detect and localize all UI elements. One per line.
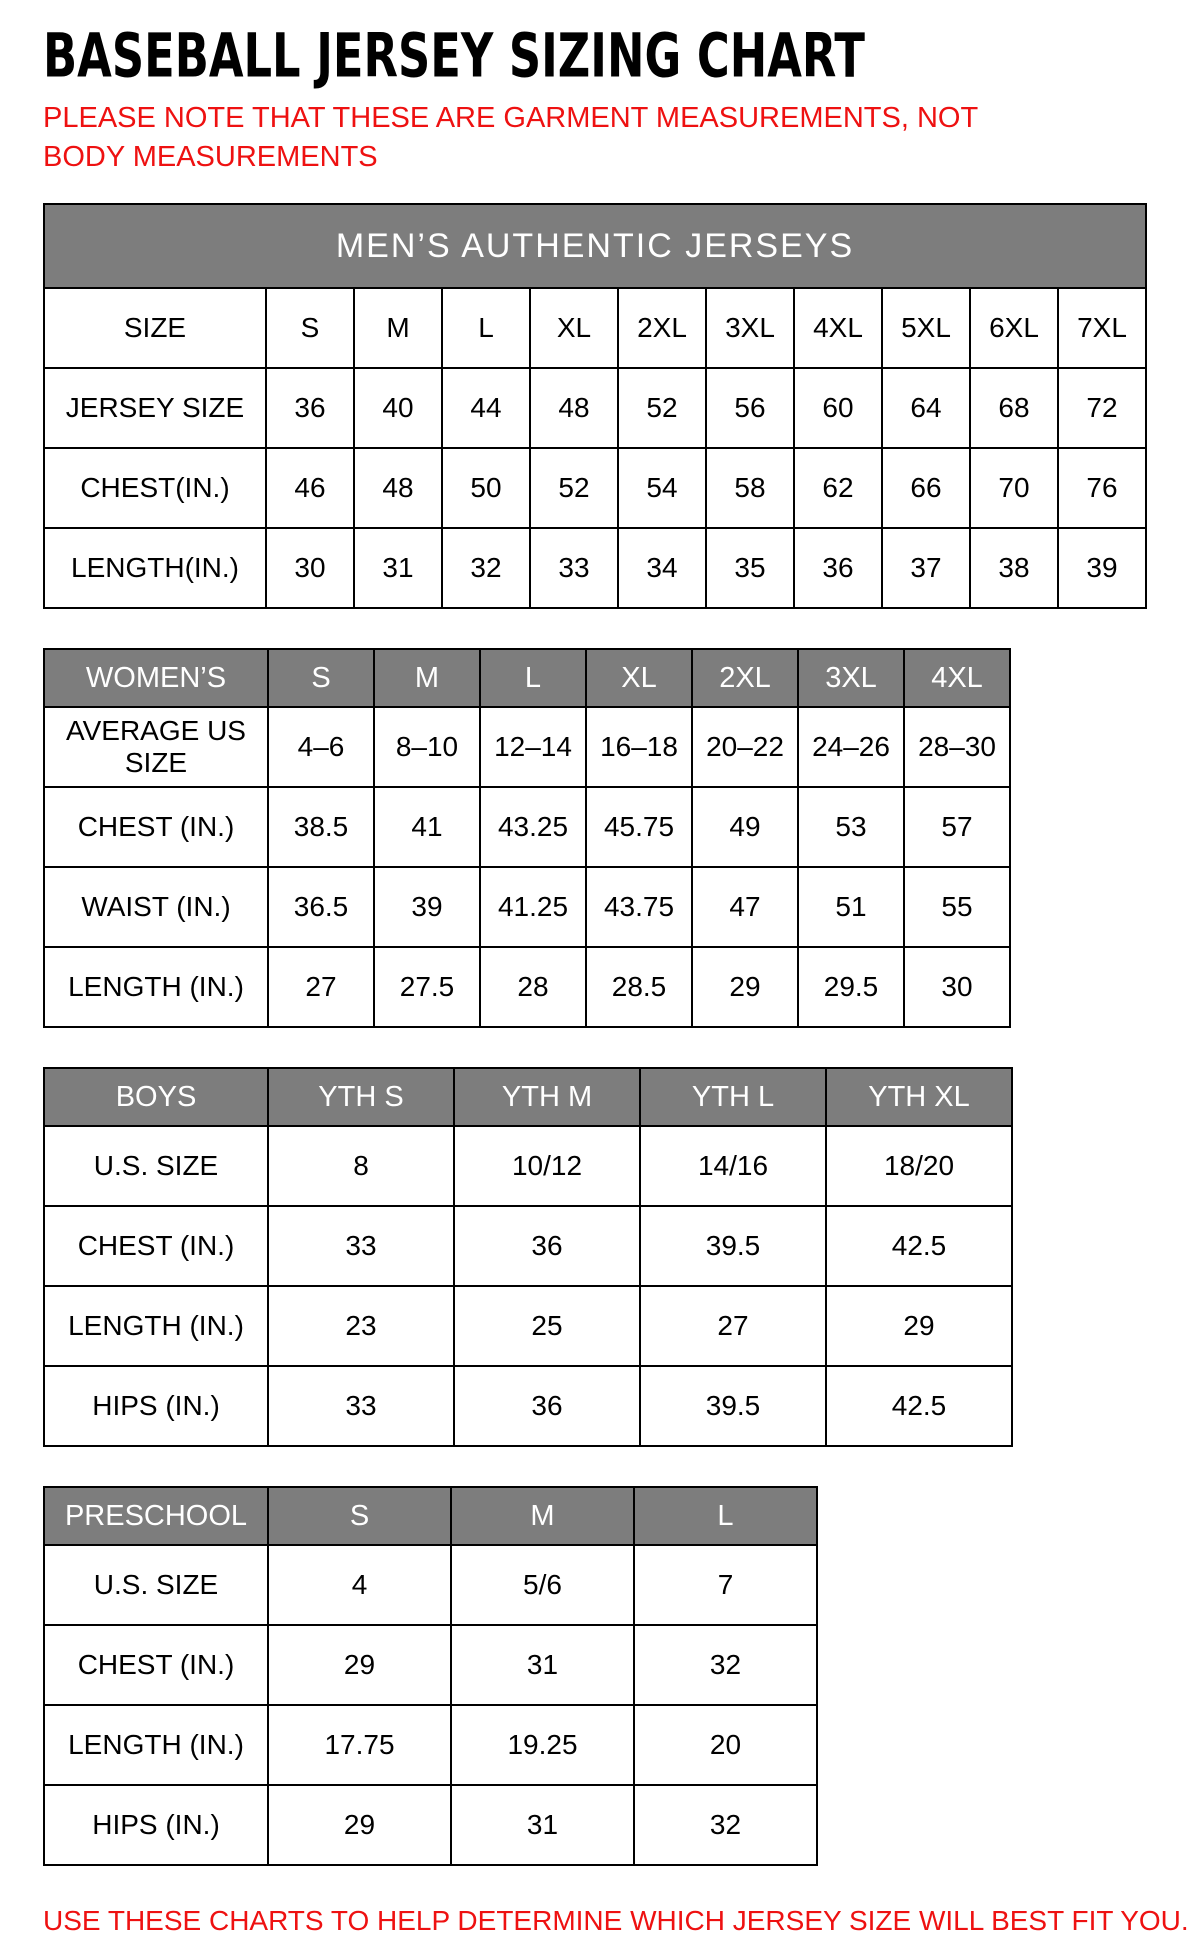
value-cell: L [442, 288, 530, 368]
value-cell: 28.5 [586, 947, 692, 1027]
size-header-cell: 4XL [904, 649, 1010, 707]
table-row [44, 528, 1146, 608]
row-label: JERSEY SIZE [44, 368, 266, 448]
size-header-cell: YTH XL [826, 1068, 1012, 1126]
table-header-row [44, 1068, 1012, 1126]
row-label: LENGTH(IN.) [44, 528, 266, 608]
value-cell: 39.5 [640, 1206, 826, 1286]
value-cell: 30 [266, 528, 354, 608]
value-cell: 33 [268, 1366, 454, 1446]
value-cell: 52 [530, 448, 618, 528]
table-row [44, 707, 1010, 787]
size-header-cell: L [480, 649, 586, 707]
value-cell: 16–18 [586, 707, 692, 787]
value-cell: 38 [970, 528, 1058, 608]
value-cell: 28 [480, 947, 586, 1027]
header-label: WOMEN’S [44, 649, 268, 707]
table-row [44, 288, 1146, 368]
value-cell: 4 [268, 1545, 451, 1625]
table-row [44, 867, 1010, 947]
value-cell: 43.25 [480, 787, 586, 867]
table-row [44, 368, 1146, 448]
value-cell: 27 [268, 947, 374, 1027]
value-cell: 5/6 [451, 1545, 634, 1625]
value-cell: 14/16 [640, 1126, 826, 1206]
table-header-row [44, 1487, 817, 1545]
row-label: HIPS (IN.) [44, 1366, 268, 1446]
value-cell: 36 [266, 368, 354, 448]
table-title-row [44, 204, 1146, 288]
value-cell: 8 [268, 1126, 454, 1206]
value-cell: 58 [706, 448, 794, 528]
value-cell: 72 [1058, 368, 1146, 448]
table-row [44, 1126, 1012, 1206]
value-cell: 50 [442, 448, 530, 528]
value-cell: 23 [268, 1286, 454, 1366]
value-cell: 64 [882, 368, 970, 448]
value-cell: 31 [354, 528, 442, 608]
value-cell: 3XL [706, 288, 794, 368]
value-cell: 46 [266, 448, 354, 528]
size-header-cell: L [634, 1487, 817, 1545]
table-row [44, 1545, 817, 1625]
value-cell: 54 [618, 448, 706, 528]
value-cell: 25 [454, 1286, 640, 1366]
preschool-sizing-table [43, 1486, 818, 1866]
value-cell: 18/20 [826, 1126, 1012, 1206]
value-cell: 39.5 [640, 1366, 826, 1446]
value-cell: 4–6 [268, 707, 374, 787]
table-row [44, 1206, 1012, 1286]
value-cell: 29 [268, 1785, 451, 1865]
value-cell: 39 [1058, 528, 1146, 608]
value-cell: 10/12 [454, 1126, 640, 1206]
value-cell: 37 [882, 528, 970, 608]
value-cell: 41 [374, 787, 480, 867]
value-cell: 19.25 [451, 1705, 634, 1785]
value-cell: 35 [706, 528, 794, 608]
value-cell: M [354, 288, 442, 368]
value-cell: 33 [530, 528, 618, 608]
value-cell: 47 [692, 867, 798, 947]
value-cell: 42.5 [826, 1206, 1012, 1286]
value-cell: 36 [454, 1366, 640, 1446]
value-cell: 33 [268, 1206, 454, 1286]
size-header-cell: 3XL [798, 649, 904, 707]
value-cell: 41.25 [480, 867, 586, 947]
value-cell: 34 [618, 528, 706, 608]
mens-table-title: MEN’S AUTHENTIC JERSEYS [44, 204, 1146, 288]
value-cell: 27 [640, 1286, 826, 1366]
row-label: CHEST (IN.) [44, 787, 268, 867]
value-cell: 29 [826, 1286, 1012, 1366]
boys-sizing-table [43, 1067, 1013, 1447]
row-label: U.S. SIZE [44, 1126, 268, 1206]
footer-note: USE THESE CHARTS TO HELP DETERMINE WHICH JERSEY SIZE WILL BEST FIT YOU. [43, 1905, 1189, 1937]
value-cell: 52 [618, 368, 706, 448]
value-cell: 32 [442, 528, 530, 608]
row-label: U.S. SIZE [44, 1545, 268, 1625]
header-label: PRESCHOOL [44, 1487, 268, 1545]
value-cell: 40 [354, 368, 442, 448]
size-header-cell: S [268, 649, 374, 707]
value-cell: 29.5 [798, 947, 904, 1027]
value-cell: 43.75 [586, 867, 692, 947]
value-cell: 27.5 [374, 947, 480, 1027]
table-row [44, 947, 1010, 1027]
value-cell: 12–14 [480, 707, 586, 787]
row-label: LENGTH (IN.) [44, 1286, 268, 1366]
womens-sizing-table [43, 648, 1011, 1028]
value-cell: 31 [451, 1785, 634, 1865]
value-cell: 20 [634, 1705, 817, 1785]
value-cell: 49 [692, 787, 798, 867]
row-label: LENGTH (IN.) [44, 947, 268, 1027]
table-row [44, 1286, 1012, 1366]
value-cell: 66 [882, 448, 970, 528]
value-cell: 30 [904, 947, 1010, 1027]
size-header-cell: YTH L [640, 1068, 826, 1126]
value-cell: 55 [904, 867, 1010, 947]
value-cell: 51 [798, 867, 904, 947]
value-cell: 76 [1058, 448, 1146, 528]
value-cell: 57 [904, 787, 1010, 867]
value-cell: 4XL [794, 288, 882, 368]
value-cell: 5XL [882, 288, 970, 368]
row-label: CHEST (IN.) [44, 1625, 268, 1705]
value-cell: 68 [970, 368, 1058, 448]
value-cell: 17.75 [268, 1705, 451, 1785]
row-label: WAIST (IN.) [44, 867, 268, 947]
value-cell: 36 [454, 1206, 640, 1286]
value-cell: 42.5 [826, 1366, 1012, 1446]
row-label: CHEST(IN.) [44, 448, 266, 528]
value-cell: 38.5 [268, 787, 374, 867]
value-cell: 29 [268, 1625, 451, 1705]
table-row [44, 1625, 817, 1705]
page-title: BASEBALL JERSEY SIZING CHART [43, 21, 865, 92]
value-cell: 48 [354, 448, 442, 528]
header-label: BOYS [44, 1068, 268, 1126]
mens-sizing-table [43, 203, 1147, 609]
table-row [44, 448, 1146, 528]
value-cell: 31 [451, 1625, 634, 1705]
value-cell: 44 [442, 368, 530, 448]
value-cell: S [266, 288, 354, 368]
size-header-cell: M [451, 1487, 634, 1545]
value-cell: 45.75 [586, 787, 692, 867]
table-row [44, 1705, 817, 1785]
value-cell: 39 [374, 867, 480, 947]
value-cell: 6XL [970, 288, 1058, 368]
value-cell: XL [530, 288, 618, 368]
value-cell: 32 [634, 1785, 817, 1865]
size-header-cell: S [268, 1487, 451, 1545]
table-row [44, 1366, 1012, 1446]
value-cell: 70 [970, 448, 1058, 528]
value-cell: 8–10 [374, 707, 480, 787]
value-cell: 7XL [1058, 288, 1146, 368]
value-cell: 62 [794, 448, 882, 528]
garment-measurements-note: PLEASE NOTE THAT THESE ARE GARMENT MEASUREMENTS, NOT BODY MEASUREMENTS [43, 102, 978, 174]
value-cell: 2XL [618, 288, 706, 368]
value-cell: 48 [530, 368, 618, 448]
table-row [44, 1785, 817, 1865]
row-label: CHEST (IN.) [44, 1206, 268, 1286]
value-cell: 36.5 [268, 867, 374, 947]
value-cell: 28–30 [904, 707, 1010, 787]
value-cell: 56 [706, 368, 794, 448]
value-cell: 36 [794, 528, 882, 608]
row-label: HIPS (IN.) [44, 1785, 268, 1865]
value-cell: 7 [634, 1545, 817, 1625]
size-header-cell: YTH S [268, 1068, 454, 1126]
value-cell: 32 [634, 1625, 817, 1705]
table-row [44, 787, 1010, 867]
value-cell: 20–22 [692, 707, 798, 787]
size-header-cell: M [374, 649, 480, 707]
value-cell: 24–26 [798, 707, 904, 787]
row-label: LENGTH (IN.) [44, 1705, 268, 1785]
size-header-cell: YTH M [454, 1068, 640, 1126]
value-cell: 29 [692, 947, 798, 1027]
row-label: SIZE [44, 288, 266, 368]
value-cell: 53 [798, 787, 904, 867]
size-header-cell: XL [586, 649, 692, 707]
row-label: AVERAGE US SIZE [44, 707, 268, 787]
table-header-row [44, 649, 1010, 707]
size-header-cell: 2XL [692, 649, 798, 707]
value-cell: 60 [794, 368, 882, 448]
